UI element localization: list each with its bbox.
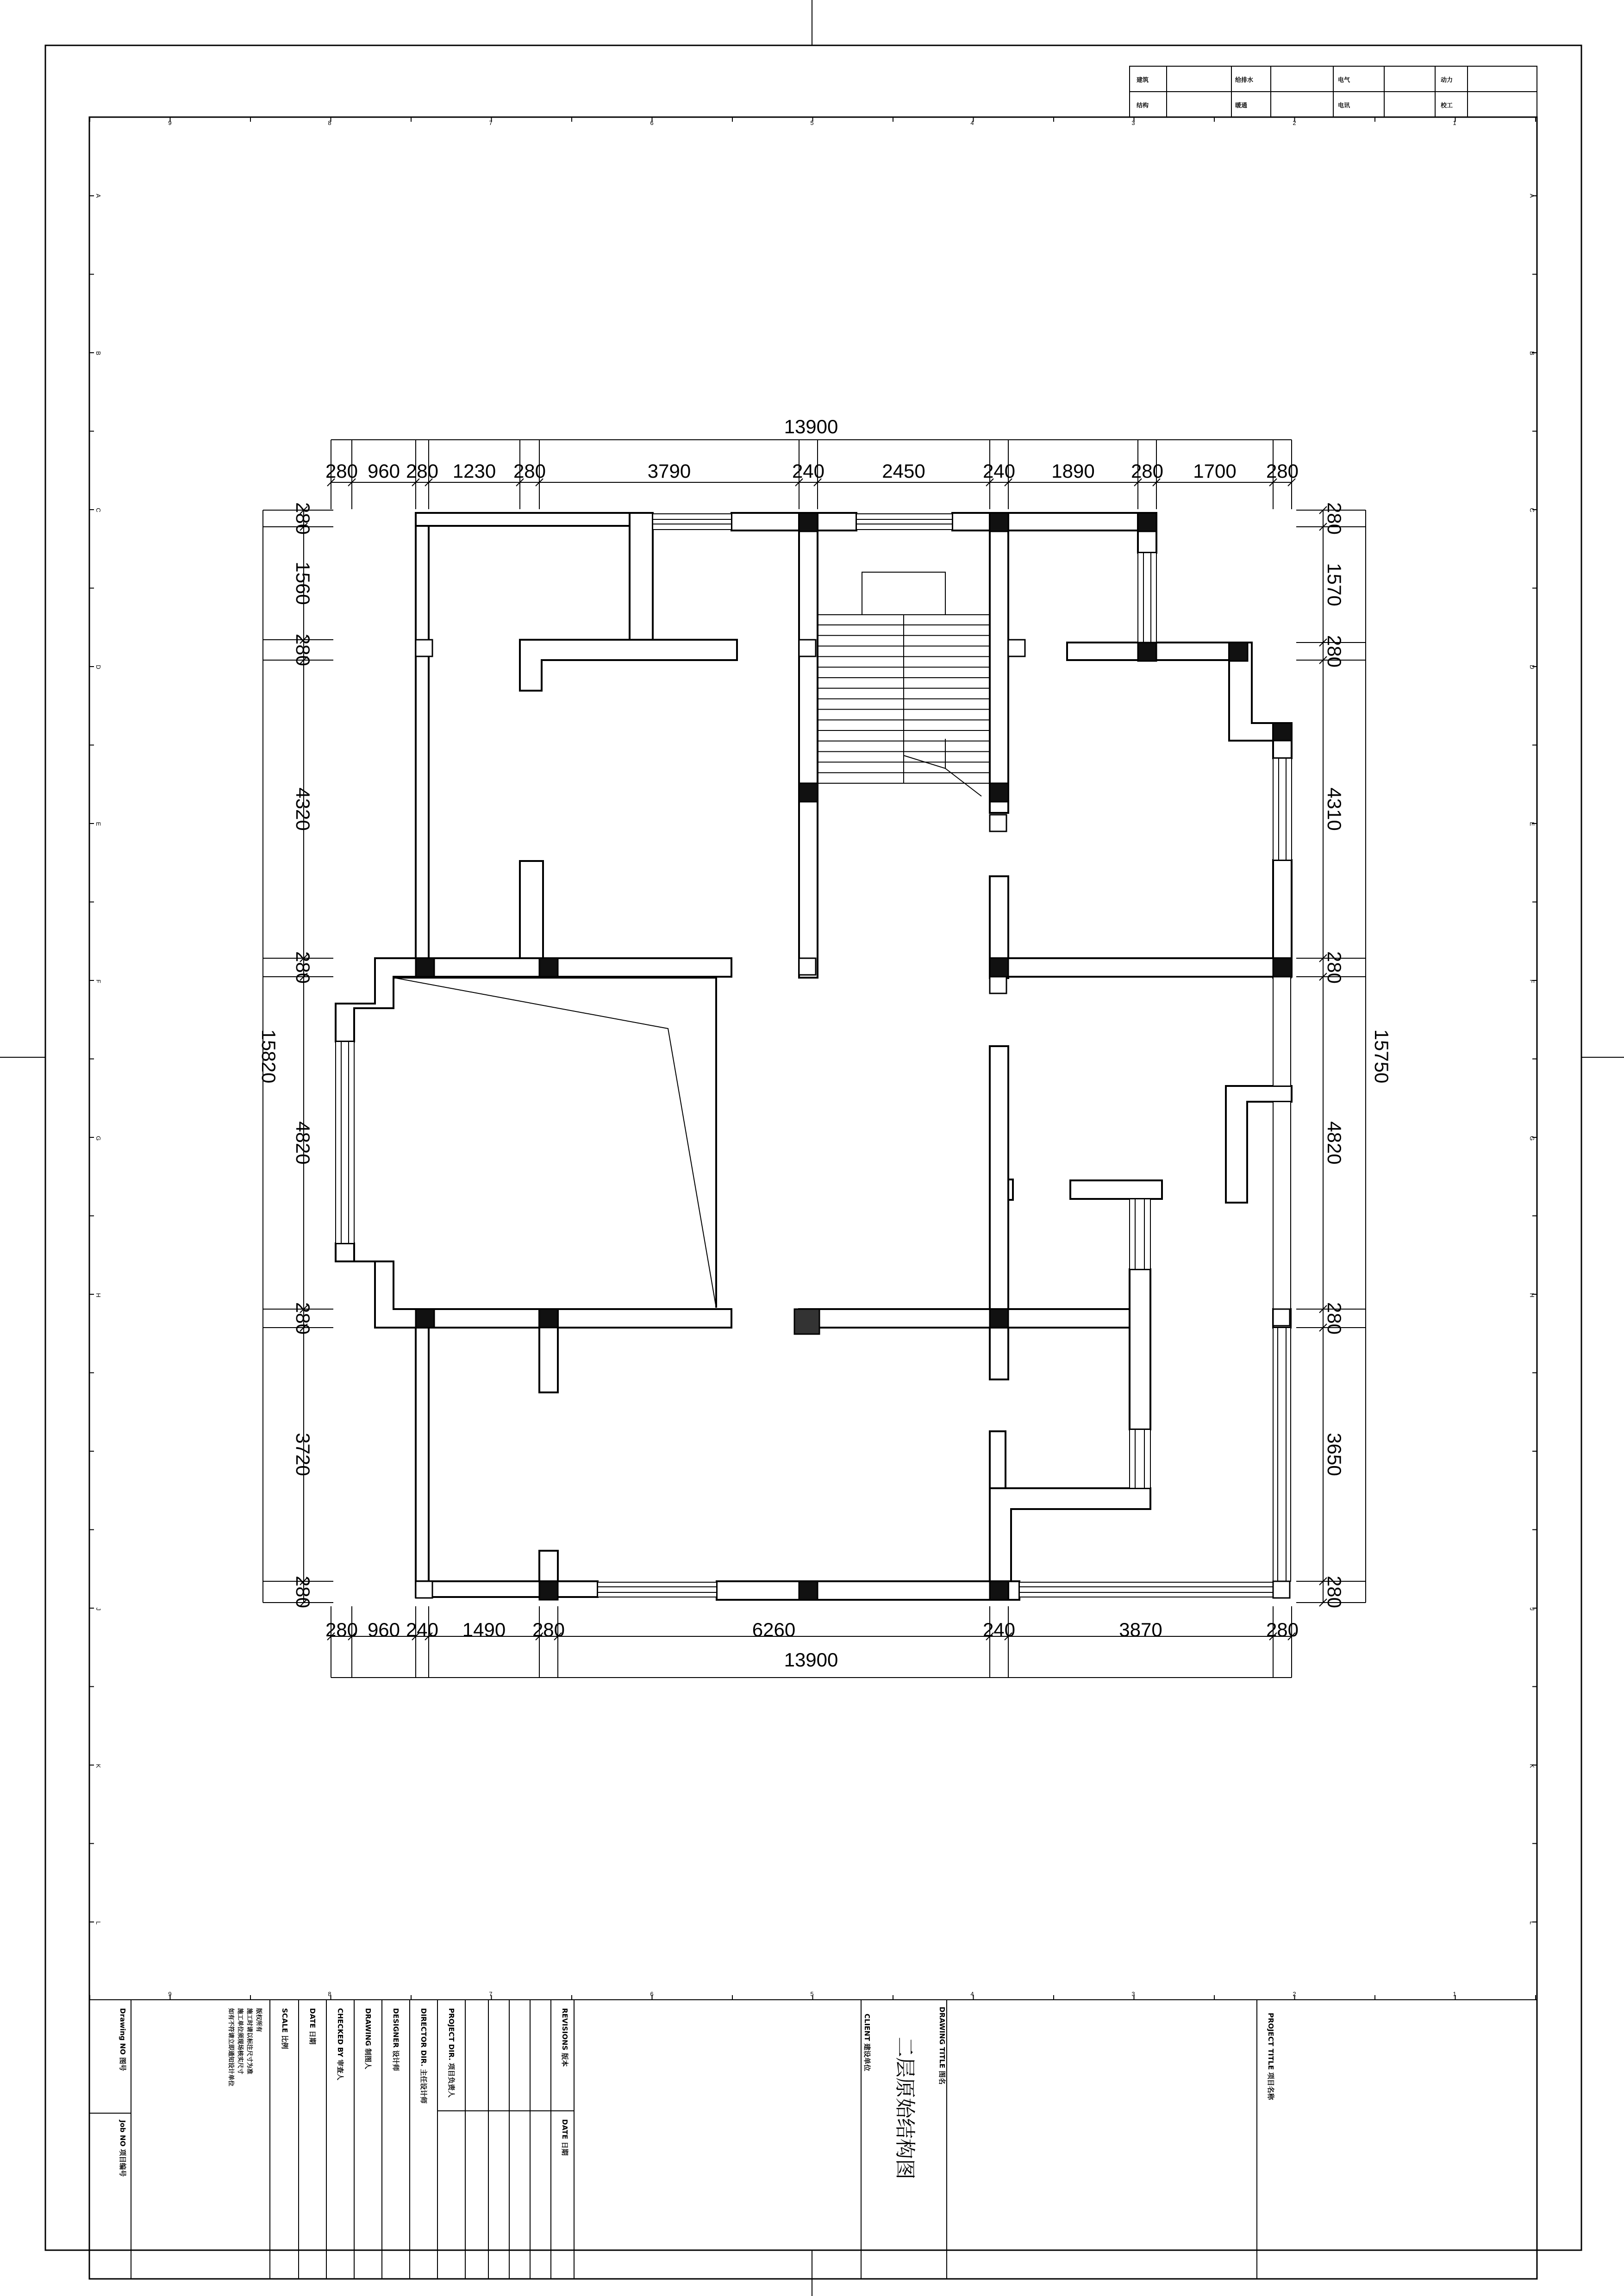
- dim-bottom-segment: 240: [406, 1619, 439, 1641]
- table-cell-electrical: 电气: [1338, 77, 1350, 84]
- grid-label-bottom: 1: [1453, 1990, 1456, 1997]
- dim-bottom-segment: 240: [982, 1619, 1016, 1641]
- column-solid: [990, 1581, 1008, 1600]
- stair-arrow: [904, 739, 945, 768]
- grid-label-left: L: [95, 1921, 102, 1925]
- table-cell-architecture: 建筑: [1137, 77, 1149, 84]
- dim-left-segment: 4820: [292, 1121, 314, 1165]
- wall-west-lower: [416, 1328, 429, 1595]
- project-dir-label: PROJECT DIR. 项目负责人: [447, 2008, 456, 2098]
- column-hatched: [794, 1309, 819, 1334]
- grid-label-left: A: [95, 193, 102, 198]
- wall-mid-band-right: [990, 958, 1292, 977]
- wall-south-mid: [717, 1581, 1008, 1600]
- dim-right-total: 15750: [1371, 1029, 1393, 1084]
- dim-left-segment: 280: [292, 633, 314, 667]
- structural-columns: [416, 513, 1292, 1600]
- wall-north-c: [952, 513, 1156, 530]
- column-hollow: [990, 815, 1006, 831]
- dim-top-total: 13900: [784, 416, 838, 437]
- grid-label-left: K: [95, 1764, 102, 1768]
- grid-label-left: C: [95, 508, 102, 512]
- construction-note-1: 施工时请以标注尺寸为准: [246, 2008, 253, 2075]
- column-solid: [539, 1581, 558, 1600]
- grid-column-labels-top: [168, 119, 1456, 126]
- table-cell-power: 动力: [1441, 77, 1453, 84]
- drawing-label: DRAWING 制图人: [364, 2008, 372, 2070]
- grid-label-right: F: [1529, 980, 1536, 983]
- date-label: DATE 日期: [308, 2008, 317, 2045]
- void-edge: [394, 978, 716, 1308]
- grid-label-bottom: 6: [650, 1990, 654, 1997]
- grid-label-top: 1: [1453, 119, 1456, 126]
- wall-north-west: [416, 513, 631, 526]
- grid-label-top: 4: [970, 119, 974, 126]
- grid-label-top: 3: [1131, 119, 1135, 126]
- dim-bottom-total: 13900: [784, 1649, 838, 1671]
- wall-lower-stub: [990, 1328, 1008, 1379]
- wall-north-b: [731, 513, 856, 530]
- grid-label-top: 6: [650, 119, 654, 126]
- grid-label-right: J: [1529, 1607, 1536, 1611]
- grid-label-left: D: [95, 665, 102, 669]
- grid-label-bottom: 3: [1131, 1990, 1135, 1997]
- wall-bath-east: [1130, 1269, 1150, 1429]
- grid-label-left: E: [95, 822, 102, 826]
- checked-by-label: CHECKED BY 审查人: [336, 2008, 344, 2081]
- dim-right-segment: 1570: [1324, 563, 1345, 606]
- dim-left-segment: 280: [292, 1302, 314, 1335]
- grid-label-bottom: 9: [168, 1990, 172, 1997]
- dim-left-segments: [292, 502, 314, 1608]
- dim-bottom-segment: 6260: [752, 1619, 796, 1641]
- dim-top-segment: 1230: [452, 460, 496, 482]
- column-solid: [990, 783, 1008, 802]
- grid-label-top: 2: [1293, 119, 1296, 126]
- revisions-label: REVISIONS 版本: [561, 2008, 569, 2067]
- column-solid: [990, 1309, 1008, 1328]
- dim-top-segment: 1890: [1051, 460, 1095, 482]
- grid-label-bottom: 7: [489, 1990, 493, 1997]
- column-hollow: [1273, 1581, 1290, 1598]
- wall-stair-east: [990, 513, 1008, 813]
- wall-corridor-east-tick: [1008, 1179, 1013, 1200]
- void-outline: [394, 978, 716, 1308]
- dim-bottom-segment: 280: [532, 1619, 565, 1641]
- dim-top-segment: 3790: [647, 460, 691, 482]
- dim-right-segment: 4820: [1324, 1121, 1345, 1165]
- dim-top-segment: 240: [982, 460, 1016, 482]
- director-dir-label: DIRECTOR DIR. 主任设计师: [419, 2008, 428, 2104]
- dim-right-segment: 280: [1324, 1575, 1345, 1609]
- wall-mid-band-left: [336, 958, 731, 1042]
- dim-top-segment: 280: [406, 460, 439, 482]
- project-title-label: PROJECT TITLE 项目名称: [1267, 2013, 1275, 2100]
- wall-partition-stub-left: [520, 861, 543, 959]
- wall-stair-west: [799, 513, 818, 978]
- dim-bottom-segment: 280: [325, 1619, 358, 1641]
- dim-left-total: 15820: [258, 1029, 280, 1084]
- dim-top-segments: [325, 460, 1299, 482]
- discipline-table-labels: [1136, 76, 1453, 109]
- dim-bottom-segments: [325, 1619, 1299, 1641]
- column-solid: [539, 958, 558, 977]
- wall-bath-l: [990, 1488, 1150, 1588]
- title-block-text: [119, 2007, 1275, 2179]
- grid-column-labels-bottom: [168, 1990, 1456, 1997]
- dim-top-segment: 2450: [882, 460, 925, 482]
- column-solid: [1273, 723, 1292, 741]
- dim-right-segment: 4310: [1324, 787, 1345, 831]
- grid-label-left: H: [95, 1293, 102, 1298]
- grid-label-right: E: [1529, 822, 1536, 826]
- dim-left-segment: 4320: [292, 787, 314, 831]
- column-solid: [416, 1309, 434, 1328]
- discipline-table: [1130, 66, 1537, 117]
- column-solid: [539, 1309, 558, 1328]
- dim-left-segment: 1560: [292, 562, 314, 605]
- grid-label-right: D: [1529, 665, 1536, 669]
- dim-top-segment: 1700: [1193, 460, 1237, 482]
- dim-right-segments: [1324, 502, 1345, 1608]
- grid-label-left: J: [95, 1607, 102, 1611]
- grid-tick-marks: [89, 117, 1537, 2000]
- column-solid: [990, 513, 1008, 531]
- wall-t-bath: [1070, 1180, 1162, 1199]
- table-cell-plumbing: 给排水: [1235, 77, 1254, 84]
- grid-label-right: B: [1529, 351, 1536, 356]
- date-column-label: DATE 日期: [561, 2119, 569, 2156]
- column-solid: [1273, 958, 1292, 977]
- grid-row-labels-left: [95, 194, 102, 1925]
- grid-label-right: A: [1529, 193, 1536, 198]
- column-solid: [990, 958, 1008, 977]
- grid-label-right: G: [1529, 1136, 1536, 1141]
- drawing-title-label: DRAWING TITLE 图名: [938, 2007, 946, 2085]
- grid-label-top: 9: [168, 119, 172, 126]
- dim-left-segment: 280: [292, 502, 314, 535]
- table-cell-telecom: 电讯: [1338, 102, 1350, 109]
- wall-south-east: [1008, 1581, 1019, 1600]
- job-no-label: Job NO 项目编号: [119, 2120, 127, 2177]
- dim-right-segment: 280: [1324, 1302, 1345, 1335]
- dim-bottom-segment: 1490: [462, 1619, 506, 1641]
- grid-label-right: L: [1529, 1921, 1536, 1925]
- construction-note-2: 施工单位须现场核实尺寸: [237, 2008, 244, 2075]
- dim-right-segment: 280: [1324, 951, 1345, 984]
- wall-north-stub: [630, 513, 653, 640]
- grid-label-right: H: [1529, 1293, 1536, 1298]
- table-cell-hvac: 暖通: [1235, 102, 1248, 109]
- column-solid: [799, 513, 818, 531]
- column-solid: [1229, 643, 1248, 661]
- dim-right-segment: 280: [1324, 502, 1345, 535]
- column-solid: [799, 1581, 818, 1600]
- grid-label-top: 5: [810, 119, 814, 126]
- wall-west-upper: [416, 513, 429, 958]
- dim-top-segment: 240: [792, 460, 825, 482]
- column-solid: [416, 958, 434, 977]
- dim-bottom-segment: 960: [367, 1619, 400, 1641]
- wall-partition-l-upper: [520, 640, 737, 691]
- grid-label-top: 7: [489, 119, 493, 126]
- column-solid: [1138, 643, 1156, 661]
- dim-left-segment: 280: [292, 1575, 314, 1609]
- grid-label-bottom: 2: [1293, 1990, 1296, 1997]
- dim-left-segment: 3720: [292, 1433, 314, 1476]
- drawing-no-label: Drawing NO 图号: [119, 2008, 127, 2071]
- client-label: CLIENT 建设单位: [863, 2014, 871, 2071]
- dim-bottom-segment: 3870: [1119, 1619, 1162, 1641]
- wall-lower-band-right: [799, 1309, 1135, 1328]
- column-hollow: [799, 958, 816, 975]
- designer-label: DESIGNER 设计师: [392, 2008, 400, 2071]
- column-hollow: [416, 1581, 432, 1598]
- dim-bottom-segment: 280: [1266, 1619, 1299, 1641]
- column-hollow: [1273, 1309, 1290, 1326]
- grid-label-right: C: [1529, 508, 1536, 512]
- dim-top-segment: 280: [1131, 460, 1164, 482]
- wall-ne-l: [1067, 643, 1252, 660]
- grid-label-left: G: [95, 1136, 102, 1141]
- grid-label-left: F: [95, 980, 102, 983]
- title-block: [89, 2000, 1537, 2279]
- dim-top-segment: 280: [1266, 460, 1299, 482]
- grid-label-left: B: [95, 351, 102, 356]
- grid-label-right: K: [1529, 1764, 1536, 1768]
- column-hollow: [416, 640, 432, 656]
- column-hollow: [799, 640, 816, 656]
- construction-note-3: 如有不符请立即通知设计单位: [227, 2008, 234, 2087]
- grid-label-top: 8: [328, 119, 331, 126]
- column-hollow: [990, 977, 1006, 993]
- copyright-note: 版权所有: [255, 2008, 262, 2033]
- scale-label: SCALE 比例: [281, 2008, 289, 2049]
- table-cell-structure: 结构: [1137, 102, 1149, 109]
- dim-left-segment: 280: [292, 951, 314, 984]
- table-cell-proofread: 校工: [1441, 102, 1453, 109]
- drawing-title: 二层原始结构图: [893, 2037, 917, 2179]
- dim-right-segment: 3650: [1324, 1433, 1345, 1476]
- wall-south-west: [416, 1581, 598, 1597]
- column-solid: [799, 783, 818, 802]
- grid-label-bottom: 4: [970, 1990, 974, 1997]
- column-solid: [1138, 513, 1156, 531]
- wall-bay-lower: [336, 1243, 731, 1328]
- dim-top-segment: 280: [325, 460, 358, 482]
- wall-east-mid: [1273, 860, 1292, 958]
- column-hollow: [1008, 640, 1025, 656]
- dim-top-segment: 280: [513, 460, 546, 482]
- grid-label-bottom: 8: [328, 1990, 331, 1997]
- grid-label-bottom: 5: [810, 1990, 814, 1997]
- dim-top-segment: 960: [367, 460, 400, 482]
- dim-right-segment: 280: [1324, 635, 1345, 668]
